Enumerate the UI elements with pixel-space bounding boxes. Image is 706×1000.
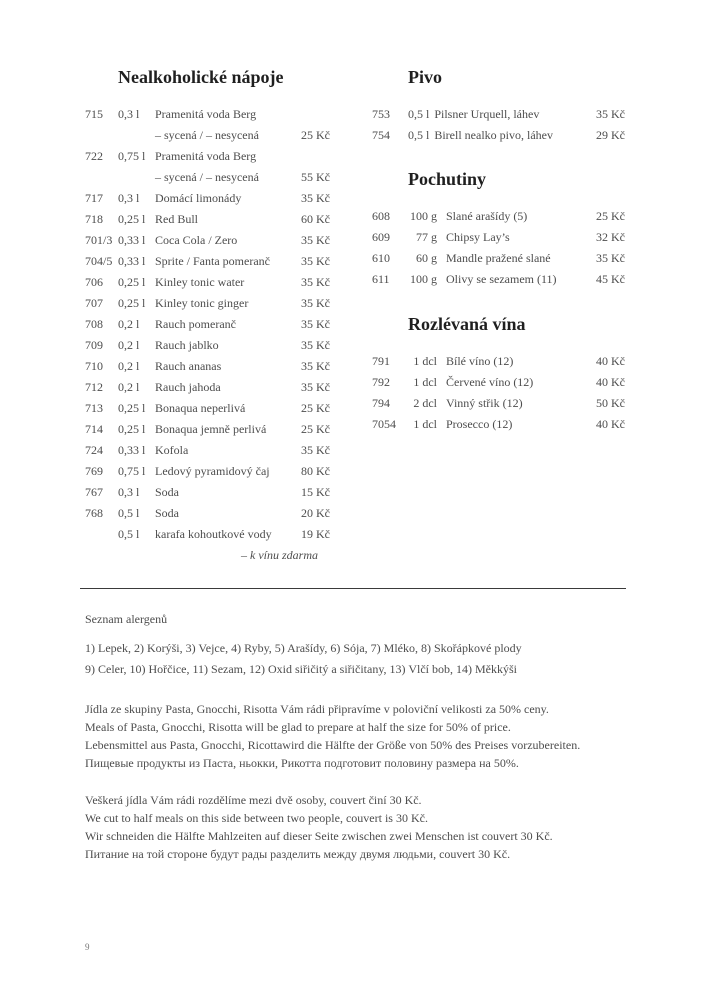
item-number: 611 [372,272,390,286]
item-name: Kofola [155,443,189,457]
item-name: Rauch jahoda [155,380,221,394]
item-name: Kinley tonic ginger [155,296,249,310]
item-name: Pramenitá voda Berg [155,149,257,163]
item-number: 707 [85,296,103,310]
item-volume [118,125,155,146]
allergen-list-title: Seznam alergenů [85,612,168,626]
section-nonalcoholic-drinks [85,66,330,566]
item-price [284,104,330,125]
couvert-line: Veškerá jídla Vám rádi rozdělíme mezi dvě osoby, couvert činí 30 Kč. [85,793,422,807]
item-price: 35 Kč [301,254,330,268]
item-name: Rauch jablko [155,338,219,352]
item-price: 19 Kč [301,527,330,541]
item-price: 25 Kč [301,422,330,436]
item-number: 608 [372,209,390,223]
page-number: 9 [85,942,90,952]
item-volume: 0,33 l [118,233,146,247]
section-title-beer: Pivo [408,67,442,87]
item-number: 717 [85,191,103,205]
item-name: Chipsy Lay’s [446,230,510,244]
item-volume: 1 dcl [413,375,437,389]
couvert-note [85,791,630,863]
item-number: 718 [85,212,103,226]
menu-item-row [372,227,625,248]
menu-item-row [85,335,330,356]
item-number: 609 [372,230,390,244]
item-price: 40 Kč [596,375,625,389]
menu-item-row [372,414,625,435]
half-portion-line: Lebensmittel aus Pasta, Gnocchi, Ricottawird die Hälfte der Größe von 50% des Preises vorzubereiten. [85,738,581,752]
item-name: Rauch ananas [155,359,222,373]
menu-item-row [372,248,625,269]
menu-item-row [85,524,330,545]
item-name: Soda [155,506,179,520]
item-price: 25 Kč [596,209,625,223]
item-name: Olivy se sezamem (11) [446,272,557,286]
item-volume: 0,5 l [408,107,430,121]
menu-item-row [372,269,625,290]
item-number: 712 [85,380,103,394]
item-number: 709 [85,338,103,352]
right-column [372,66,625,435]
item-volume: 0,25 l [118,212,146,226]
item-volume: 0,25 l [118,296,146,310]
item-price: 35 Kč [301,359,330,373]
item-volume: 0,3 l [118,107,140,121]
item-number: 792 [372,375,390,389]
section-wines-by-glass [372,313,625,435]
item-volume [118,167,155,188]
item-price: 55 Kč [301,170,330,184]
item-price: 25 Kč [301,401,330,415]
couvert-line: Питание на той стороне будут рады разделить между двумя людьми, couvert 30 Kč. [85,847,511,861]
menu-item-row [85,251,330,272]
item-number: 753 [372,107,390,121]
section-title-wines: Rozlévaná vína [408,314,526,334]
menu-item-row [85,104,330,125]
item-name: Pramenitá voda Berg [155,107,257,121]
item-volume: 0,33 l [118,254,146,268]
item-name: Červené víno (12) [446,375,534,389]
item-price: 35 Kč [301,296,330,310]
menu-item-row [372,104,625,125]
beer-rows [372,104,625,146]
item-price [284,146,330,167]
item-price: 40 Kč [596,417,625,431]
item-number: 7054 [372,417,396,431]
item-number: 754 [372,128,390,142]
menu-item-row [372,125,625,146]
footer-notes [85,610,630,863]
item-volume: 0,2 l [118,380,140,394]
item-price: 45 Kč [596,272,625,286]
item-weight: 100 g [410,272,437,286]
item-weight: 60 g [416,251,437,265]
item-number: 767 [85,485,103,499]
item-price: 35 Kč [301,233,330,247]
item-name: Vinný střik (12) [446,396,523,410]
allergen-line: 9) Celer, 10) Hořčice, 11) Sezam, 12) Oxid siřičitý a siřičitany, 13) Vlčí bob, 14) Měkkýši [85,662,517,676]
item-volume: 0,25 l [118,422,146,436]
menu-item-row [85,482,330,503]
item-name: Prosecco (12) [446,417,513,431]
item-number: 701/3 [85,233,113,247]
item-price: 35 Kč [301,443,330,457]
item-number: 704/5 [85,254,113,268]
item-price: 35 Kč [301,338,330,352]
item-number: 724 [85,443,103,457]
item-number: 769 [85,464,103,478]
item-name: Domácí limonády [155,191,242,205]
item-name: Pilsner Urquell, láhev [434,107,540,121]
item-volume: 0,33 l [118,443,146,457]
item-price: 35 Kč [301,275,330,289]
item-price: 35 Kč [596,107,625,121]
couvert-line: We cut to half meals on this side between two people, couvert is 30 Kč. [85,811,428,825]
item-volume: 0,3 l [118,485,140,499]
item-name: Sprite / Fanta pomeranč [155,254,270,268]
menu-item-row [85,314,330,335]
item-price: 50 Kč [596,396,625,410]
item-name: karafa kohoutkové vody [155,527,272,541]
item-volume: 0,5 l [118,506,140,520]
couvert-line: Wir schneiden die Hälfte Mahlzeiten auf dieser Seite zwischen zwei Menschen ist couvert 30 Kč. [85,829,553,843]
menu-item-row [85,503,330,524]
item-number: 791 [372,354,390,368]
item-name: Birell nealko pivo, láhev [434,128,553,142]
item-volume: 0,75 l [118,464,146,478]
menu-item-row [85,545,330,566]
item-volume: 0,5 l [408,128,430,142]
item-price: 35 Kč [301,191,330,205]
item-name: – sycená / – nesycená [155,170,259,184]
menu-item-row [85,356,330,377]
item-price: 20 Kč [301,506,330,520]
item-name: Kinley tonic water [155,275,245,289]
item-volume: 1 dcl [413,417,437,431]
item-volume [118,545,155,566]
item-number: 768 [85,506,103,520]
item-name: Mandle pražené slané [446,251,551,265]
item-name: Slané arašídy (5) [446,209,528,223]
section-beer [372,66,625,146]
item-volume: 0,25 l [118,401,146,415]
item-name: – sycená / – nesycená [155,128,259,142]
menu-item-row [85,209,330,230]
menu-item-row [85,461,330,482]
item-number: 713 [85,401,103,415]
allergen-line: 1) Lepek, 2) Korýši, 3) Vejce, 4) Ryby, 5) Arašídy, 6) Sója, 7) Mléko, 8) Skořápkové plody [85,641,522,655]
item-name: Red Bull [155,212,199,226]
item-volume: 0,2 l [118,317,140,331]
item-price: 35 Kč [301,380,330,394]
item-price: 40 Kč [596,354,625,368]
menu-item-row [372,206,625,227]
menu-item-row [85,146,330,167]
item-name: Bonaqua neperlivá [155,401,246,415]
half-portion-line: Jídla ze skupiny Pasta, Gnocchi, Risotta Vám rádi připravíme v poloviční velikosti za 50% ceny. [85,702,549,716]
item-volume: 0,2 l [118,338,140,352]
item-name: Bílé víno (12) [446,354,514,368]
item-number: 714 [85,422,103,436]
item-number [85,524,118,545]
item-number: 710 [85,359,103,373]
item-number [85,167,118,188]
snack-rows [372,206,625,290]
menu-item-row [85,125,330,146]
menu-item-row [85,419,330,440]
item-volume: 0,75 l [118,149,146,163]
item-number: 722 [85,149,103,163]
horizontal-divider [80,588,626,589]
menu-item-row [85,398,330,419]
item-price: 60 Kč [301,212,330,226]
item-number [85,545,118,566]
item-number: 706 [85,275,103,289]
item-number: 610 [372,251,390,265]
item-name: Soda [155,485,179,499]
item-price: 35 Kč [596,251,625,265]
item-name: Rauch pomeranč [155,317,236,331]
item-volume: 0,2 l [118,359,140,373]
menu-item-row [85,377,330,398]
item-weight: 100 g [410,209,437,223]
half-portion-line: Пищевые продукты из Паста, ньокки, Рикотта подготовит половину размера на 50%. [85,756,519,770]
item-volume: 0,25 l [118,275,146,289]
item-number: 794 [372,396,390,410]
left-column [85,66,330,566]
menu-item-row [372,393,625,414]
item-price: 35 Kč [301,317,330,331]
menu-item-row [372,372,625,393]
menu-item-row [85,167,330,188]
item-price: 29 Kč [596,128,625,142]
item-volume: 1 dcl [413,354,437,368]
item-name: Coca Cola / Zero [155,233,238,247]
section-snacks [372,168,625,290]
menu-item-row [85,230,330,251]
item-number [85,125,118,146]
menu-item-row [85,293,330,314]
item-volume: 0,3 l [118,191,140,205]
item-volume: 2 dcl [413,396,437,410]
menu-item-row [85,188,330,209]
menu-item-row [85,440,330,461]
item-price: 80 Kč [301,464,330,478]
item-number: 708 [85,317,103,331]
menu-item-row [85,272,330,293]
item-name: Bonaqua jemně perlivá [155,422,267,436]
allergen-list [85,638,630,680]
item-weight: 77 g [416,230,437,244]
item-number: 715 [85,107,103,121]
item-price: 25 Kč [301,128,330,142]
wine-rows [372,351,625,435]
menu-item-row [372,351,625,372]
item-price: 15 Kč [301,485,330,499]
nonalcoholic-rows [85,104,330,566]
item-price: 32 Kč [596,230,625,244]
section-title-nonalcoholic: Nealkoholické nápoje [118,67,284,87]
item-name: – k vínu zdarma [241,548,318,562]
half-portion-note [85,700,630,772]
item-volume: 0,5 l [118,527,140,541]
item-name: Ledový pyramidový čaj [155,464,270,478]
section-title-snacks: Pochutiny [408,169,487,189]
half-portion-line: Meals of Pasta, Gnocchi, Risotta will be glad to prepare at half the size for 50% of price. [85,720,511,734]
